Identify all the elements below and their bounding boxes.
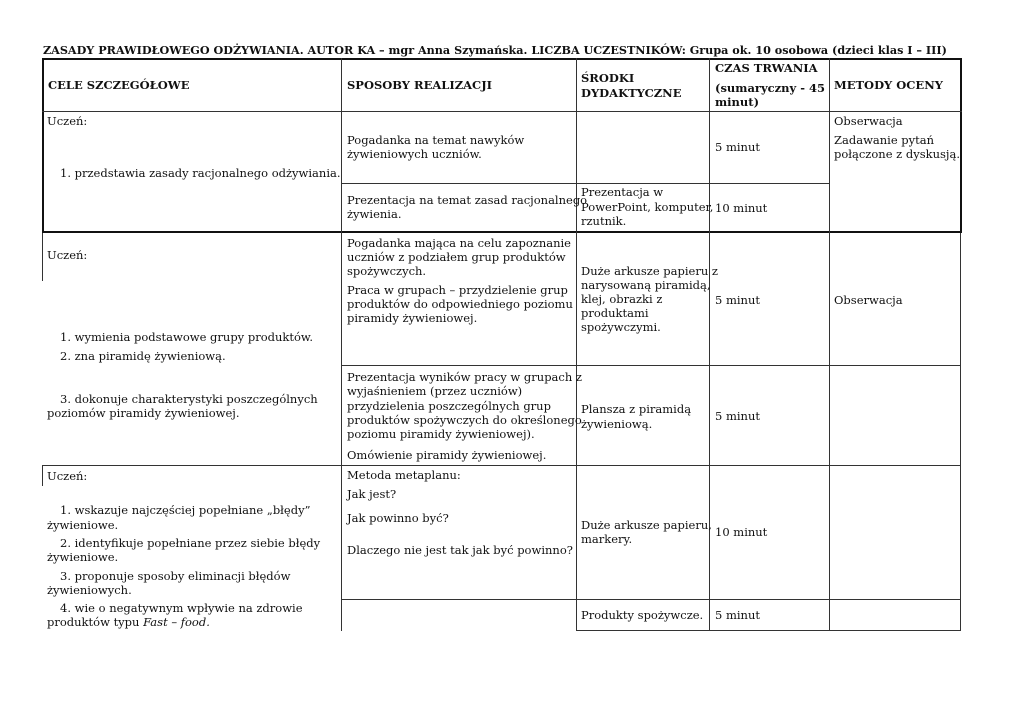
s2-row1-srodki-2: narysowaną piramidą, (581, 278, 711, 292)
s2-row1-czas: 5 minut (715, 293, 760, 307)
s2-row2-srodki-2: żywieniową. (581, 417, 653, 431)
s1-row2-srodki-1: Prezentacja w (581, 185, 664, 199)
s2-row1-srodki-5: spożywczymi. (581, 320, 661, 334)
s2-row2-sposob-5: poziomu piramidy żywieniowej). (347, 427, 535, 441)
header-czas-line1: CZAS TRWANIA (715, 61, 818, 75)
s3-goal1-line1: 1. wskazuje najczęściej popełniane „błędy” (60, 503, 311, 517)
s2-goal3-line2: poziomów piramidy żywieniowej. (47, 406, 240, 420)
s3-goal3-line1: 3. proponuje sposoby eliminacji błędów (60, 569, 291, 583)
s1-goal1: 1. przedstawia zasady racjonalnego odżywiania. (60, 166, 341, 180)
s2-goal1: 1. wymienia podstawowe grupy produktów. (60, 330, 314, 344)
s2-uczen: Uczeń: (47, 248, 88, 262)
s2-goal3-line1: 3. dokonuje charakterystyki poszczególnych (60, 392, 318, 406)
s3-row1-sposob-1: Metoda metaplanu: (347, 468, 461, 482)
s3-row1-srodki-1: Duże arkusze papieru, (581, 518, 712, 532)
s2-row2-sposob-6: Omówienie piramidy żywieniowej. (347, 448, 547, 462)
s2-row1-srodki-4: produktami (581, 306, 649, 320)
document-title: ZASADY PRAWIDŁOWEGO ODŻYWIANIA. AUTOR KA – mgr Anna Szymańska. LICZBA UCZESTNIKÓW: Grupa ok. 10 osobowa (dzieci klas I – III) (43, 43, 947, 57)
s3-row1-srodki-2: markery. (581, 532, 633, 546)
s3-uczen: Uczeń: (47, 469, 88, 483)
s3-goal1-line2: żywieniowe. (47, 518, 119, 532)
s3-goal4-text: produktów typu (47, 615, 144, 629)
s2-row1-sposob-2: uczniów z podziałem grup produktów (347, 250, 566, 264)
s2-row1-sposob-3: spożywczych. (347, 264, 427, 278)
s2-row1-srodki-1: Duże arkusze papieru z (581, 264, 718, 278)
s1-row2-sposob-2: żywienia. (347, 207, 402, 221)
s2-row2-sposob-3: przydzielenia poszczególnych grup (347, 399, 551, 413)
s1-uczen: Uczeń: (47, 114, 88, 128)
header-metody: METODY OCENY (834, 78, 943, 92)
s1-row2-srodki-2: PowerPoint, komputer, (581, 200, 714, 214)
s3-goal4-line1: 4. wie o negatywnym wpływie na zdrowie (60, 601, 303, 615)
s1-metoda-1: Obserwacja (834, 114, 903, 128)
s3-row2-czas: 5 minut (715, 608, 760, 622)
s2-metoda: Obserwacja (834, 293, 903, 307)
s1-row1-sposob-1: Pogadanka na temat nawyków (347, 133, 525, 147)
s2-row2-czas: 5 minut (715, 409, 760, 423)
header-cele: CELE SZCZEGÓŁOWE (48, 78, 190, 92)
s3-goal2-line2: żywieniowe. (47, 550, 119, 564)
s1-row2-czas: 10 minut (715, 201, 768, 215)
s3-row1-czas: 10 minut (715, 525, 768, 539)
s2-row2-srodki-1: Plansza z piramidą (581, 402, 692, 416)
s2-goal2: 2. zna piramidę żywieniową. (60, 349, 226, 363)
s3-row1-sposob-4: Dlaczego nie jest tak jak być powinno? (347, 543, 573, 557)
s1-metoda-3: połączone z dyskusją. (834, 147, 960, 161)
s2-row2-sposob-2: wyjaśnieniem (przez uczniów) (347, 384, 523, 398)
s2-row1-sposob-1: Pogadanka mająca na celu zapoznanie (347, 236, 571, 250)
s2-row2-sposob-1: Prezentacja wyników pracy w grupach z (347, 370, 582, 384)
s2-row2-sposob-4: produktów spożywczych do określonego (347, 413, 582, 427)
s2-row1-srodki-3: klej, obrazki z (581, 292, 663, 306)
header-srodki-line2: DYDAKTYCZNE (581, 86, 682, 100)
header-sposoby: SPOSOBY REALIZACJI (347, 78, 493, 92)
header-czas-line3: minut) (715, 95, 760, 109)
s3-goal2-line1: 2. identyfikuje popełniane przez siebie błędy (60, 536, 321, 550)
header-srodki-line1: ŚRODKI (581, 71, 635, 85)
header-czas-line2: (sumaryczny - 45 (715, 81, 825, 95)
s3-goal3-line2: żywieniowych. (47, 583, 132, 597)
s3-row2-srodki: Produkty spożywcze. (581, 608, 704, 622)
s2-row1-sposob-5: produktów do odpowiedniego poziomu (347, 297, 573, 311)
s1-row2-srodki-3: rzutnik. (581, 214, 627, 228)
s2-row1-sposob-4: Praca w grupach – przydzielenie grup (347, 283, 568, 297)
s1-row1-czas: 5 minut (715, 140, 760, 154)
s2-row1-sposob-6: piramidy żywieniowej. (347, 311, 478, 325)
s3-row1-sposob-2: Jak jest? (347, 487, 397, 501)
s1-metoda-2: Zadawanie pytań (834, 133, 935, 147)
s3-row1-sposob-3: Jak powinno być? (347, 511, 449, 525)
s3-goal4-fastfood: Fast – food. (143, 615, 210, 629)
s3-goal4-line2 (47, 615, 210, 629)
s1-row2-sposob-1: Prezentacja na temat zasad racjonalnego (347, 193, 588, 207)
s1-row1-sposob-2: żywieniowych uczniów. (347, 147, 482, 161)
